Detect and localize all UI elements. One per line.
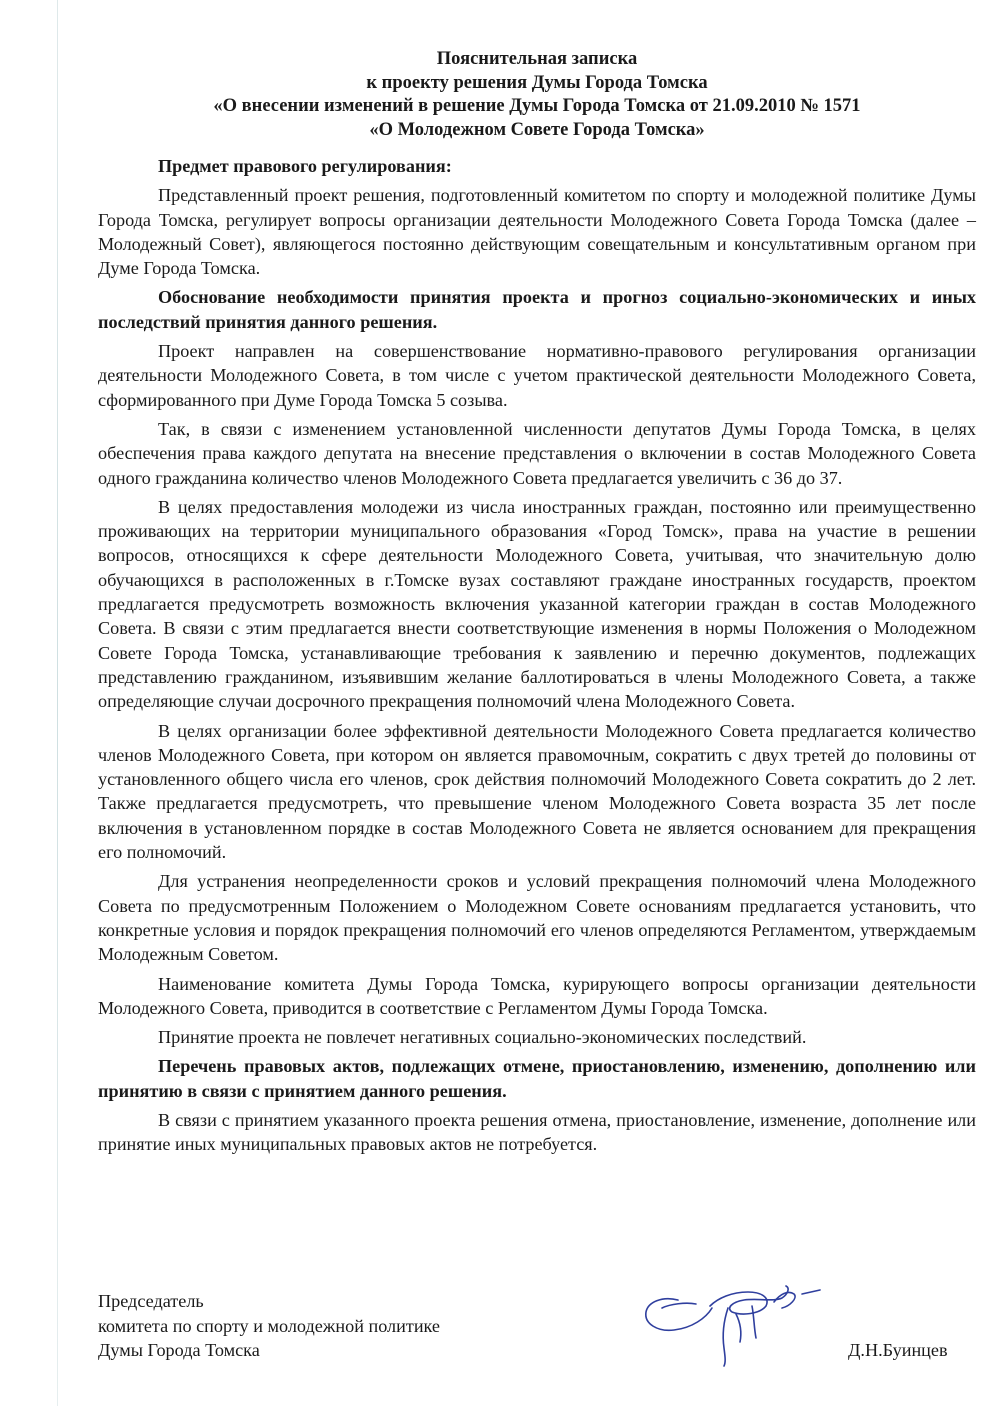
paragraph: Представленный проект решения, подготовленный комитетом по спорту и молодежной политике Думы Города Томска, регулирует вопросы организации деятельности Молодежного Совета Города Томска (далее – Молодежный Совет), являющегося постоянно действующим совещательным и консультативным органом при Думе Города Томска. xyxy=(98,185,976,279)
title-line: «О Молодежном Совете Города Томска» xyxy=(369,119,705,140)
section-heading-subject: Предмет правового регулирования: xyxy=(158,156,452,176)
signature-stroke xyxy=(723,1308,728,1366)
signatory-position xyxy=(98,1289,440,1363)
paragraph: Так, в связи с изменением установленной численности депутатов Думы Города Томска, в целях обеспечения права каждого депутата на внесение представления о включении в состав Молодежного Совета одного гражданина количество членов Молодежного Совета предлагается увеличить с 36 до 37. xyxy=(98,418,976,488)
signature-stroke xyxy=(736,1314,741,1342)
paragraph: Проект направлен на совершенствование нормативно-правового регулирования организации деятельности Молодежного Совета, в том числе с учетом практической деятельности Молодежного Совета, сформированного при Думе Города Томска 5 созыва. xyxy=(98,341,976,410)
paragraph: В связи с принятием указанного проекта решения отмена, приостановление, изменение, дополнение или принятие иных муниципальных правовых актов не потребуется. xyxy=(98,1109,976,1155)
title-line: к проекту решения Думы Города Томска xyxy=(366,72,708,93)
signature-stroke xyxy=(802,1290,820,1294)
document-body xyxy=(98,154,976,1162)
title-line: «О внесении изменений в решение Думы Города Томска от 21.09.2010 № 1571 xyxy=(213,96,861,116)
paragraph: Принятие проекта не повлечет негативных социально-экономических последствий. xyxy=(158,1027,807,1048)
signatory-line: комитета по спорту и молодежной политике xyxy=(98,1315,441,1336)
section-heading-justification: Обоснование необходимости принятия проекта и прогноз социально-экономических и иных последствий принятия данного решения. xyxy=(98,287,976,332)
paragraph: Для устранения неопределенности сроков и условий прекращения полномочий члена Молодежного Совета по предусмотренным Положением о Молодежном Совете основаниям предлагается установить, что конкретные условия и порядок прекращения полномочий его членов определяются Регламентом, утверждаемым Молодежным Советом. xyxy=(98,871,976,965)
signatory-name: Д.Н.Буинцев xyxy=(848,1340,948,1360)
scan-edge-line xyxy=(57,0,58,1406)
paragraph: В целях предоставления молодежи из числа иностранных граждан, постоянно или преимущественно проживающих на территории муниципального образования «Город Томск», права на участие в решении вопросов, относящихся к сфере деятельности Молодежного Совета, учитывая, что значительную долю обучающихся в расположенных в г.Томске вузах составляют граждане иностранных государств, проектом предлагается предусмотреть возможность включения указанной категории граждан в состав Молодежного Совета. В связи с этим предлагается внести соответствующие изменения в нормы Положения о Молодежном Совете Города Томска, устанавливающие требования к заявлению и перечню документов, подлежащих представлению гражданином, изъявившим желание баллотироваться в члены Молодежного Совета, а также определяющие случаи досрочного прекращения полномочий члена Молодежного Совета. xyxy=(98,496,976,712)
signatory-line: Председатель xyxy=(98,1291,204,1311)
signature-stroke xyxy=(774,1292,795,1308)
document-title xyxy=(98,48,976,142)
section-heading-legal-acts: Перечень правовых актов, подлежащих отмене, приостановлению, изменению, дополнению или принятию в связи с принятием данного решения. xyxy=(98,1056,976,1101)
signature-stroke xyxy=(752,1306,756,1338)
handwritten-signature xyxy=(640,1278,840,1373)
signatory-line: Думы Города Томска xyxy=(98,1340,260,1360)
paragraph: В целях организации более эффективной деятельности Молодежного Совета предлагается количество членов Молодежного Совета, при котором он является правомочным, сократить с двух третей до половины от установленного общего числа его членов, срок действия полномочий Молодежного Совета сократить до 2 лет. Также предлагается предусмотреть, что превышение членом Молодежного Совета возраста 35 лет после включения в установленном порядке в состав Молодежного Совета не является основанием для прекращения его полномочий. xyxy=(98,720,976,863)
signature-stroke xyxy=(662,1303,696,1308)
title-line: Пояснительная записка xyxy=(436,49,638,69)
paragraph: Наименование комитета Думы Города Томска, курирующего вопросы организации деятельности Молодежного Совета, приводится в соответствие с Регламентом Думы Города Томска. xyxy=(98,973,976,1018)
